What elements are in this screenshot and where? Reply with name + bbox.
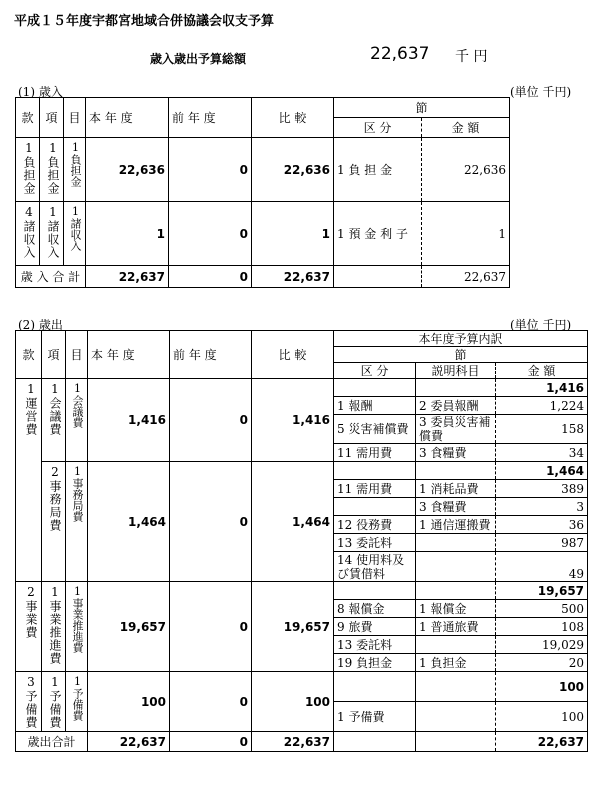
table-row (16, 202, 510, 266)
exp-g4-kan: 3予備費 (16, 672, 42, 732)
rev-row1-kan: 1負担金 (16, 138, 40, 202)
exp-g3-subtotal: 19,657 (496, 582, 588, 600)
exp-g2-l3-desc: 1 通信運搬費 (416, 516, 496, 534)
exp-g1-l3-desc: 3 食糧費 (416, 444, 496, 462)
exp-g2-l4-amount: 987 (496, 534, 588, 552)
exp-g2-kou: 2事務局費 (42, 462, 66, 582)
exp-g2-moku: 1事務局費 (66, 462, 88, 582)
exp-header-kou: 項 (42, 331, 66, 379)
exp-g3-l2-kubun: 9 旅費 (334, 618, 416, 636)
rev-row2-moku: 1諸収入 (64, 202, 86, 266)
total-label: 歳入歳出予算総額 (150, 52, 247, 66)
exp-g4-l1-amount: 100 (496, 702, 588, 732)
table-row (16, 138, 510, 202)
exp-sum-diff: 22,637 (252, 732, 334, 752)
exp-g2-l1-desc: 1 消耗品費 (416, 480, 496, 498)
rev-header-prev: 前 年 度 (169, 98, 252, 138)
exp-g1-current: 1,416 (88, 379, 170, 462)
exp-g1-l2-kubun: 5 災害補償費 (334, 415, 416, 444)
page-title: 平成１５年度宇都宮地域合併協議会収支予算 (14, 14, 275, 29)
exp-g2-l5-amount: 49 (496, 552, 588, 582)
exp-g3-current: 19,657 (88, 582, 170, 672)
rev-header-diff: 比 較 (252, 98, 334, 138)
exp-g4-l1-desc (416, 702, 496, 732)
rev-row2-amount: 1 (422, 202, 510, 266)
rev-row1-kubun: 1 負 担 金 (334, 138, 422, 202)
exp-g3-l2-amount: 108 (496, 618, 588, 636)
rev-header-setsu: 節 (334, 98, 510, 118)
exp-g2-l5-kubun: 14 使用料及び賃借料 (334, 552, 416, 582)
exp-g2-l2-kubun (334, 498, 416, 516)
exp-g2-subtotal: 1,464 (496, 462, 588, 480)
expense-sum-row (16, 732, 588, 752)
exp-g4-diff: 100 (252, 672, 334, 732)
rev-row1-diff: 22,636 (252, 138, 334, 202)
exp-g1-prev: 0 (170, 379, 252, 462)
exp-g2-current: 1,464 (88, 462, 170, 582)
exp-g3-prev: 0 (170, 582, 252, 672)
exp-g1-diff: 1,416 (252, 379, 334, 462)
exp-g2-l3-kubun: 12 役務費 (334, 516, 416, 534)
exp-g2-l5-desc (416, 552, 496, 582)
rev-row2-kou: 1諸収入 (40, 202, 64, 266)
exp-sum-amount: 22,637 (496, 732, 588, 752)
exp-g2-l1-kubun: 11 需用費 (334, 480, 416, 498)
exp-g2-l4-kubun: 13 委託料 (334, 534, 416, 552)
exp-header-breakdown: 本年度予算内訳 (334, 331, 588, 347)
rev-row1-current: 22,636 (86, 138, 169, 202)
exp-header-setsu: 節 (334, 347, 588, 363)
rev-sum-amount: 22,637 (422, 266, 510, 288)
exp-g1-subtotal: 1,416 (496, 379, 588, 397)
rev-header-kou: 項 (40, 98, 64, 138)
exp-g2-l1-amount: 389 (496, 480, 588, 498)
exp-g3-l4-kubun: 19 負担金 (334, 654, 416, 672)
exp-g3-l2-desc: 1 普通旅費 (416, 618, 496, 636)
exp-g3-l1-kubun: 8 報償金 (334, 600, 416, 618)
exp-header-moku: 目 (66, 331, 88, 379)
rev-sum-prev: 0 (169, 266, 252, 288)
exp-g3-l3-kubun: 13 委託料 (334, 636, 416, 654)
exp-header-kubun: 区 分 (334, 363, 416, 379)
revenue-section-title: (1) 歳入 (18, 85, 63, 99)
exp-g3-l3-desc (416, 636, 496, 654)
rev-header-kan: 款 (16, 98, 40, 138)
rev-header-current: 本 年 度 (86, 98, 169, 138)
exp-g1-l1-desc: 2 委員報酬 (416, 397, 496, 415)
revenue-table (15, 97, 510, 288)
revenue-sum-row (16, 266, 510, 288)
exp-g2-l2-desc: 3 食糧費 (416, 498, 496, 516)
exp-g1-kan: 1運営費 (16, 379, 42, 582)
exp-g3-l4-amount: 20 (496, 654, 588, 672)
exp-header-amount: 金 額 (496, 363, 588, 379)
exp-g4-kou: 1予備費 (42, 672, 66, 732)
exp-g2-diff: 1,464 (252, 462, 334, 582)
rev-row2-current: 1 (86, 202, 169, 266)
rev-row1-moku: 1負担金 (64, 138, 86, 202)
exp-g2-l2-amount: 3 (496, 498, 588, 516)
total-amount: 22,637 (370, 44, 430, 64)
exp-g3-l1-amount: 500 (496, 600, 588, 618)
exp-g1-l3-amount: 34 (496, 444, 588, 462)
rev-row2-kubun: 1 預 金 利 子 (334, 202, 422, 266)
expense-table (15, 330, 588, 752)
exp-header-prev: 前 年 度 (170, 331, 252, 379)
exp-header-desc: 説明科目 (416, 363, 496, 379)
exp-g3-kan: 2事業費 (16, 582, 42, 672)
rev-row2-kan: 4諸収入 (16, 202, 40, 266)
exp-g3-kou: 1事業推進費 (42, 582, 66, 672)
exp-g3-l4-desc: 1 負担金 (416, 654, 496, 672)
exp-sum-current: 22,637 (88, 732, 170, 752)
exp-header-kan: 款 (16, 331, 42, 379)
exp-g1-l3-kubun: 11 需用費 (334, 444, 416, 462)
exp-g3-moku: 1事業推進費 (66, 582, 88, 672)
rev-sum-diff: 22,637 (252, 266, 334, 288)
exp-g3-l3-amount: 19,029 (496, 636, 588, 654)
exp-g4-l1-kubun: 1 予備費 (334, 702, 416, 732)
rev-row2-prev: 0 (169, 202, 252, 266)
exp-g2-l4-desc (416, 534, 496, 552)
total-unit: 千 円 (455, 49, 488, 65)
exp-sum-prev: 0 (170, 732, 252, 752)
exp-g3-diff: 19,657 (252, 582, 334, 672)
exp-g3-l1-desc: 1 報償金 (416, 600, 496, 618)
expense-unit: (単位 千円) (510, 318, 572, 332)
rev-sum-label: 歳 入 合 計 (16, 266, 86, 288)
exp-g1-l1-amount: 1,224 (496, 397, 588, 415)
rev-header-moku: 目 (64, 98, 86, 138)
rev-header-kubun: 区 分 (334, 118, 422, 138)
exp-g1-l2-amount: 158 (496, 415, 588, 444)
exp-sum-label: 歳出合計 (16, 732, 88, 752)
exp-g1-kou: 1会議費 (42, 379, 66, 462)
rev-row2-diff: 1 (252, 202, 334, 266)
expense-section-title: (2) 歳出 (18, 318, 63, 332)
exp-g2-prev: 0 (170, 462, 252, 582)
exp-g4-moku: 1予備費 (66, 672, 88, 732)
rev-row1-kou: 1負担金 (40, 138, 64, 202)
revenue-unit: (単位 千円) (510, 85, 572, 99)
exp-g4-current: 100 (88, 672, 170, 732)
exp-g1-moku: 1会議費 (66, 379, 88, 462)
rev-sum-current: 22,637 (86, 266, 169, 288)
exp-g1-l2-desc: 3 委員災害補償費 (416, 415, 496, 444)
exp-header-current: 本 年 度 (88, 331, 170, 379)
exp-header-diff: 比 較 (252, 331, 334, 379)
rev-row1-amount: 22,636 (422, 138, 510, 202)
exp-g4-prev: 0 (170, 672, 252, 732)
exp-g1-l1-kubun: 1 報酬 (334, 397, 416, 415)
rev-header-amount: 金 額 (422, 118, 510, 138)
rev-row1-prev: 0 (169, 138, 252, 202)
exp-g4-subtotal: 100 (496, 672, 588, 702)
exp-g2-l3-amount: 36 (496, 516, 588, 534)
